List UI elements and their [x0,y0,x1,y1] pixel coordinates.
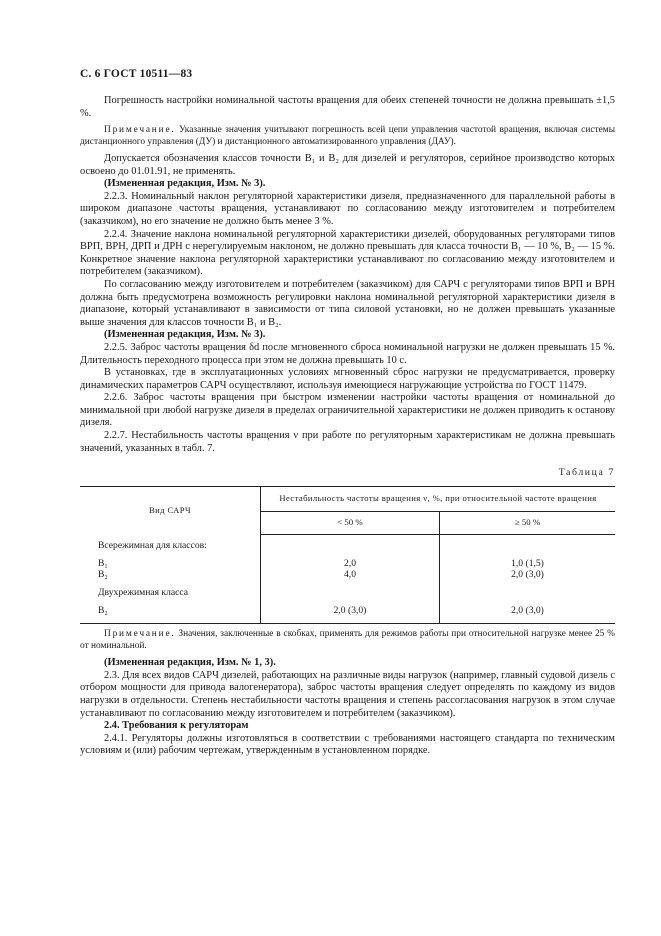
note-2-text: Значения, заключенные в скобках, применять для режимов работы при относительной нагрузке менее 25 % от номинальной. [80,629,615,651]
table-row-b2b-label: В₂ [80,598,261,624]
note-1-label: Примечание. [104,125,176,136]
page-content [80,95,615,758]
table-7-caption: Таблица 7 [558,467,615,479]
table-row-b1-label: В₁ [80,552,261,569]
table-group-all-mode: Всережимная для классов: [80,534,261,551]
revision-note-3: (Измененная редакция, Изм. № 1, 3). [104,657,276,669]
paragraph-2-2-5-b: В установках, где в эксплуатационных условиях мгновенный сброс нагрузки не предусматривается, проверку динамических параметров САРЧ осуществляют, используя имеющиеся нагружающие устройства по ГОСТ 11479. [80,367,615,391]
table-row-b2-label: В₂ [80,569,261,580]
note-1 [80,125,615,148]
table-row-b1-ge: 1,0 (1,5) [511,557,544,569]
note-1-text: Указанные значения учитывают погрешность всей цепи управления частотой вращения, включая системы дистанционного управления (ДУ) и дистанционного автоматизированного управления (ДАУ). [80,125,615,147]
table-row-b2-lt: 4,0 [261,569,440,580]
paragraph-2-2-6: 2.2.6. Заброс частоты вращения при быстром изменении настройки частоты вращения от номинальной до минимальной при любой нагрузке дизеля в пределах ограничительной характеристики не должен приводить к останову дизеля. [80,392,615,429]
paragraph-2-2-3: 2.2.3. Номинальный наклон регуляторной характеристики дизеля, предназначенного для параллельной работы в широком диапазоне частоты вращения, устанавливают по согласованию между изготовителем и потребителем (заказчиком), но его значение не должно быть менее 3 %. [80,190,615,227]
revision-note-2: (Измененная редакция, Изм. № 3). [104,329,266,341]
paragraph-accuracy: Погрешность настройки номинальной частоты вращения для обеих степеней точности не должна превышать ±1,5 %. [80,95,615,119]
revision-note-1: (Измененная редакция, Изм. № 3). [104,178,266,190]
page-header: С. 6 ГОСТ 10511—83 [80,68,193,80]
table-row-b2b-ge: 2,0 (3,0) [440,598,616,624]
note-2 [80,629,615,652]
note-2-label: Примечание. [104,629,176,640]
table-group-two-mode: Двухрежимная класса [80,580,261,598]
section-heading-2-4: 2.4. Требования к регуляторам [104,720,249,732]
table-col-kind: Вид САРЧ [80,486,261,534]
table-col-ge50: ≥ 50 % [440,511,616,534]
table-row-b1-lt: 2,0 [261,552,440,569]
paragraph-2-2-4-b: По согласованию между изготовителем и потребителем (заказчиком) для САРЧ с регуляторами типов ВРП и ВРН должна быть предусмотрена возможность регулировки наклона номинальной регуляторной характеристики дизеля в диапазоне, который устанавливают в зависимости от типа силовой установки, но не должен превышать указанные выше значения для классов точности В₁ и В₂. [80,278,615,328]
table-7 [80,486,615,625]
table-row-b2-ge: 2,0 (3,0) [511,568,544,580]
paragraph-2-3: 2.3. Для всех видов САРЧ дизелей, работающих на различные виды нагрузок (например, главный судовой дизель с отбором мощности для привода валогенератора), заброс частоты вращения следует определять по каждому из видов нагрузки в отдельности. Степень нестабильности частоты вращения и степень рассогласования нагрузок в этом случае устанавливают по согласованию между изготовителем и потребителем (заказчиком). [80,669,615,719]
paragraph-2-2-5: 2.2.5. Заброс частоты вращения δd после мгновенного сброса номинальной нагрузки не должен превышать 15 %. Длительность переходного процесса при этом не должна превышать 10 с. [80,341,615,366]
paragraph-2-2-7: 2.2.7. Нестабильность частоты вращения ν при работе по регуляторным характеристикам не должна превышать значений, указанных в табл. 7. [80,430,615,454]
table-row-b2b-lt: 2,0 (3,0) [261,598,440,624]
paragraph-2-2-4: 2.2.4. Значение наклона номинальной регуляторной характеристики дизелей, оборудованных регуляторами типов ВРП, ВРН, ДРП и ДРН с нерегулируемым наклоном, не должно превышать для класса точности В₁ — 10 %, В₂ — 15 %. Конкретное значение наклона регуляторной характеристики устанавливают по согласованию между изготовителем и потребителем (заказчиком). [80,228,615,278]
table-col-lt50: < 50 % [261,511,440,534]
paragraph-2-4-1: 2.4.1. Регуляторы должны изготовляться в соответствии с требованиями настоящего стандарта по техническим условиям и (или) рабочим чертежам, утвержденным в установленном порядке. [80,732,615,757]
table-col-group: Нестабильность частоты вращения ν, %, при относительной частоте вращения [261,486,616,511]
paragraph-classes: Допускается обозначения классов точности В₁ и В₂ для дизелей и регуляторов, серийное производство которых освоено до 01.01.91, не применять. [80,153,615,177]
